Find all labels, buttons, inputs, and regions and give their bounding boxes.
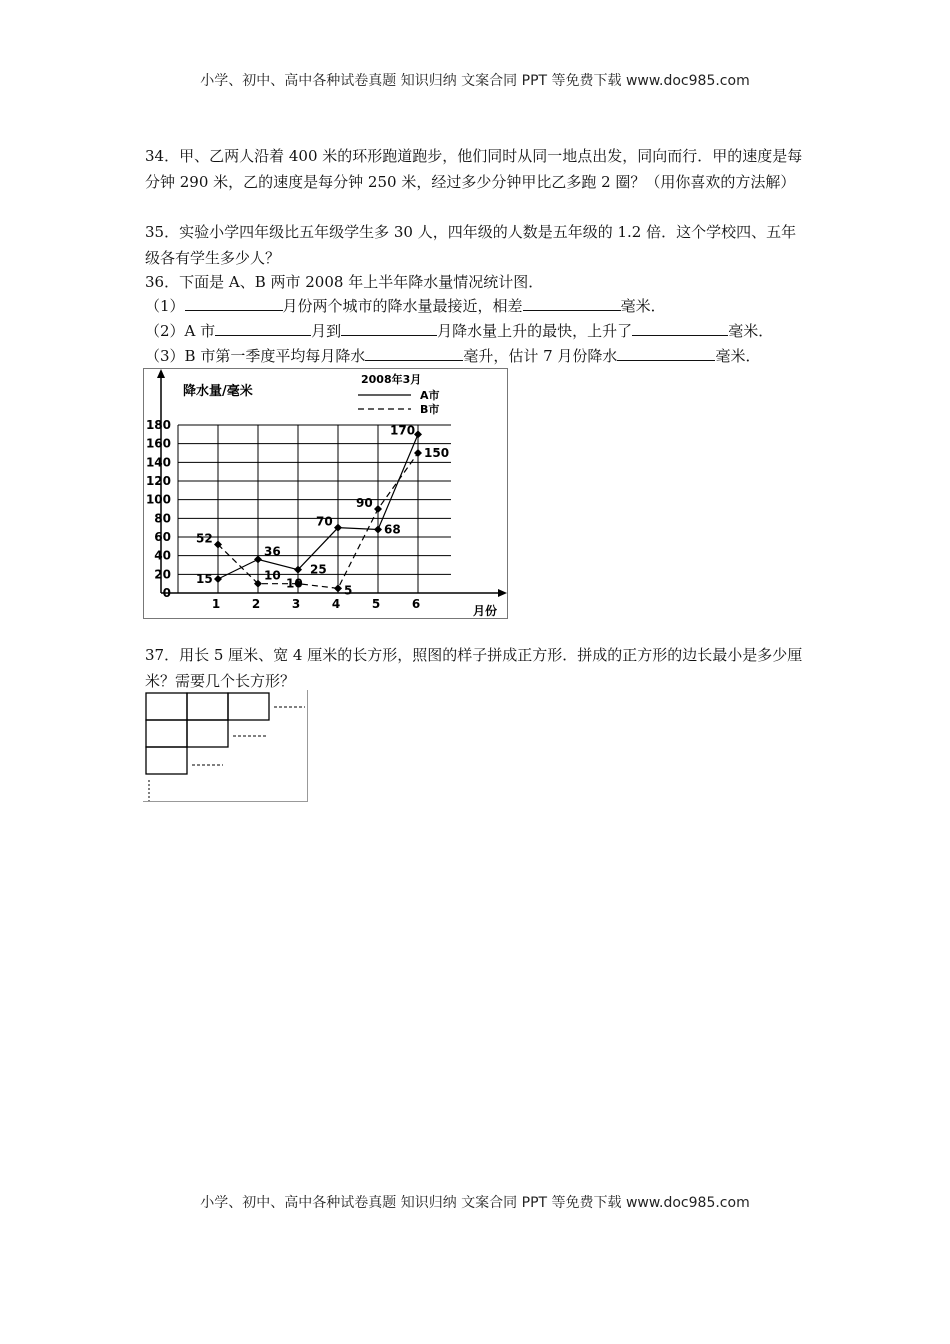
x-tick-label: 3: [291, 597, 301, 611]
x-axis-label: 月份: [473, 604, 498, 618]
data-label: 10: [264, 568, 281, 583]
data-label: 170: [390, 423, 416, 438]
legend-b-label: B市: [420, 403, 440, 416]
page-footer: 小学、初中、高中各种试卷真题 知识归纳 文案合同 PPT 等免费下载 www.doc985.com: [200, 1195, 750, 1211]
y-tick-label: 60: [154, 530, 171, 544]
tile-rect: [146, 720, 187, 747]
tile-rect: [146, 693, 187, 720]
question-36-part-2: （2）A 市 月到 月降水量上升的最快，上升了 毫米．: [145, 319, 773, 343]
question-35: 35．实验小学四年级比五年级学生多 30 人，四年级的人数是五年级的 1.2 倍．这个学校四、五年级各有学生多少人？: [145, 223, 797, 267]
question-34: 34．甲、乙两人沿着 400 米的环形跑道跑步，他们同时从同一地点出发，同向而行．甲的速度是每分钟 290 米，乙的速度是每分钟 250 米，经过多少分钟甲比乙多跑 2 圈？（用你喜欢的方法解）: [145, 147, 803, 191]
data-label: 68: [384, 522, 401, 537]
data-label: 90: [356, 496, 373, 510]
tile-rectangles: [146, 693, 269, 774]
answer-blank[interactable]: [341, 319, 437, 336]
answer-blank[interactable]: [365, 344, 463, 361]
data-label: 5: [344, 583, 353, 598]
y-axis-label: 降水量/毫米: [183, 384, 253, 399]
rectangle-tiling-figure: [143, 690, 311, 804]
y-tick-label: 40: [154, 548, 171, 563]
y-tick-label: 80: [154, 511, 171, 526]
y-tick-label: 160: [145, 436, 171, 451]
x-tick-label: 5: [371, 597, 381, 611]
data-label: 15: [196, 572, 213, 586]
x-tick-label: 4: [331, 597, 341, 611]
legend-title: 2008年3月: [361, 373, 422, 386]
x-tick-label: 6: [411, 597, 421, 611]
tile-rect: [187, 720, 228, 747]
question-36-intro: 36．下面是 A、B 两市 2008 年上半年降水量情况统计图．: [145, 273, 544, 291]
continuation-dashes: [149, 707, 305, 801]
rainfall-line-chart: [143, 368, 509, 620]
answer-blank[interactable]: [617, 344, 715, 361]
y-tick-label: 140: [145, 455, 171, 470]
y-tick-label: 120: [145, 474, 171, 488]
data-label: 70: [316, 514, 333, 529]
y-tick-label: 180: [145, 418, 171, 432]
x-tick-label: 1: [211, 597, 221, 611]
answer-blank[interactable]: [215, 319, 311, 336]
question-36-part-3: （3）B 市第一季度平均每月降水 毫升，估计 7 月份降水 毫米．: [145, 344, 760, 368]
legend-a-label: A市: [420, 389, 440, 402]
y-tick-label: 0: [162, 586, 171, 600]
x-tick-label: 2: [251, 597, 261, 611]
answer-blank[interactable]: [523, 294, 621, 311]
page-header: 小学、初中、高中各种试卷真题 知识归纳 文案合同 PPT 等免费下载 www.doc985.com: [200, 73, 750, 89]
tile-rect: [187, 693, 228, 720]
data-label: 10: [286, 576, 303, 591]
question-36-part-1: （1） 月份两个城市的降水量最接近，相差 毫米．: [145, 294, 666, 318]
tile-rect: [146, 747, 187, 774]
y-tick-label: 100: [145, 492, 171, 507]
answer-blank[interactable]: [185, 294, 283, 311]
data-label: 25: [310, 562, 327, 577]
answer-blank[interactable]: [632, 319, 728, 336]
question-37: 37．用长 5 厘米、宽 4 厘米的长方形，照图的样子拼成正方形．拼成的正方形的边长最小是多少厘米？需要几个长方形？: [145, 646, 803, 690]
data-label: 52: [196, 531, 213, 546]
data-label: 150: [424, 446, 450, 460]
y-tick-label: 20: [154, 567, 171, 582]
tile-rect: [228, 693, 269, 720]
data-label: 36: [264, 544, 281, 559]
